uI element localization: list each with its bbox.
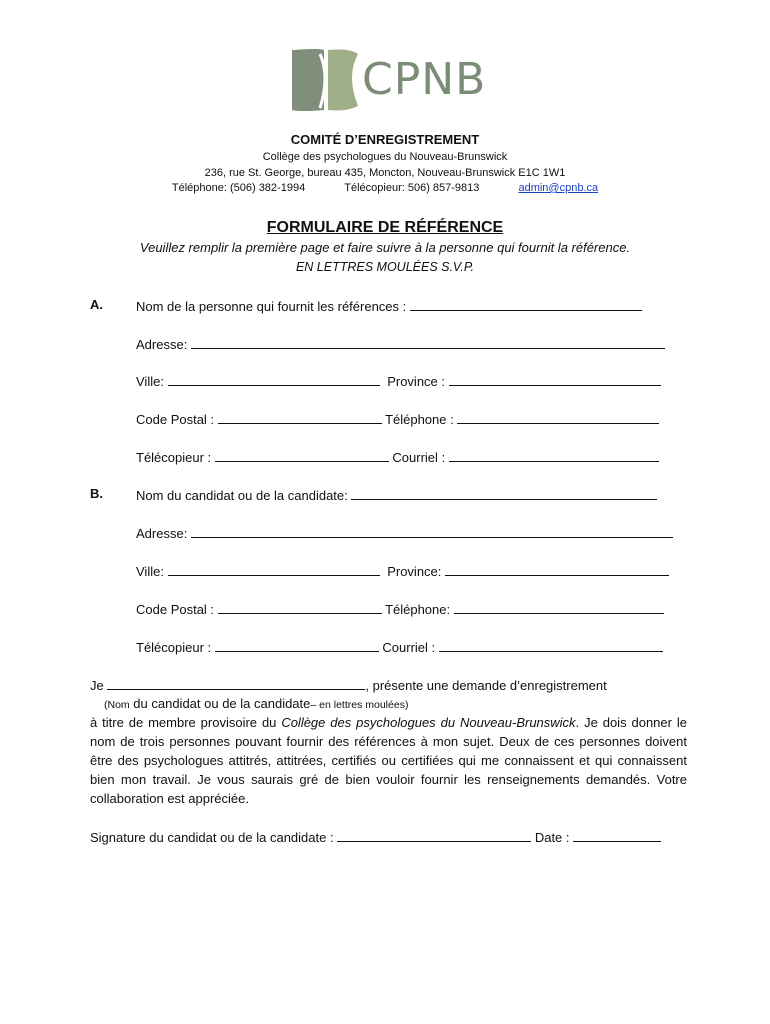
a-address-label: Adresse: <box>136 337 188 352</box>
b-city-field[interactable] <box>168 562 380 576</box>
a-email-label: Courriel : <box>392 450 446 465</box>
email-link[interactable]: admin@cpnb.ca <box>518 182 599 194</box>
b-name-field[interactable] <box>351 486 657 500</box>
presents-text: , présente une demande d’enregistrement <box>365 678 607 693</box>
form-title: FORMULAIRE DE RÉFÉRENCE <box>266 219 504 236</box>
b-name-row <box>136 486 657 503</box>
b-fax-label: Télécopieur : <box>136 640 212 655</box>
a-phone-label: Téléphone : <box>385 412 454 427</box>
a-postal-label: Code Postal : <box>136 412 215 427</box>
declaration-paragraph <box>90 713 687 808</box>
b-fax-field[interactable] <box>215 638 379 652</box>
paragraph-start: à titre de membre provisoire du <box>90 715 282 730</box>
a-province-label: Province : <box>387 374 446 389</box>
section-a-label: A. <box>90 297 103 312</box>
a-fax-field[interactable] <box>215 448 389 462</box>
b-province-field[interactable] <box>445 562 669 576</box>
name-hint-middle: du candidat ou de la candidate <box>133 696 311 711</box>
b-city-label: Ville: <box>136 564 164 579</box>
a-name-field[interactable] <box>410 297 642 311</box>
declaration-row <box>90 676 607 693</box>
b-fax-row <box>136 638 663 655</box>
contact-line <box>0 182 770 194</box>
b-postal-label: Code Postal : <box>136 602 215 617</box>
a-fax-label: Télécopieur : <box>136 450 212 465</box>
a-postal-field[interactable] <box>218 410 382 424</box>
a-name-row <box>136 297 642 314</box>
a-city-field[interactable] <box>168 372 380 386</box>
signature-field[interactable] <box>337 828 531 842</box>
name-hint <box>104 696 408 711</box>
b-phone-label: Téléphone: <box>385 602 451 617</box>
college-address: 236, rue St. George, bureau 435, Moncton, Nouveau-Brunswick E1C 1W1 <box>204 167 566 179</box>
a-city-label: Ville: <box>136 374 164 389</box>
b-postal-row <box>136 600 664 617</box>
phone-text: Téléphone: (506) 382-1994 <box>171 182 306 194</box>
fax-text: Télécopieur: 506) 857-9813 <box>344 182 480 194</box>
college-name: Collège des psychologues du Nouveau-Brunswick <box>262 151 508 163</box>
cpnb-leaf-icon <box>290 46 360 116</box>
date-label: Date : <box>534 830 570 845</box>
a-city-row <box>136 372 661 389</box>
a-postal-row <box>136 410 659 427</box>
a-name-label: Nom de la personne qui fournit les références : <box>136 299 407 314</box>
b-province-label: Province: <box>387 564 442 579</box>
a-fax-row <box>136 448 659 465</box>
form-instruction-print: EN LETTRES MOULÉES S.V.P. <box>295 260 475 274</box>
paragraph-rest: . Je dois donner le nom de trois personnes pouvant fournir des références à mon sujet. Deux de ces personnes doivent être des psychologues attitrés, attitrées, certifiés ou certifiées qui me connaissent et qui connaissent bien mon travail. Je vous saurais gré de bien vouloir fournir les renseignements demandés. Votre collaboration est appréciée. <box>90 715 687 806</box>
candidate-name-field[interactable] <box>107 676 365 690</box>
signature-label: Signature du candidat ou de la candidate : <box>90 830 334 845</box>
date-field[interactable] <box>573 828 661 842</box>
je-label: Je <box>90 678 104 693</box>
b-address-row <box>136 524 673 541</box>
a-province-field[interactable] <box>449 372 661 386</box>
name-hint-start: (Nom <box>104 699 130 711</box>
a-address-field[interactable] <box>191 335 665 349</box>
form-instruction: Veuillez remplir la première page et faire suivre à la personne qui fournit la référence. <box>139 240 631 255</box>
b-address-label: Adresse: <box>136 526 188 541</box>
signature-row <box>90 828 661 845</box>
a-address-row <box>136 335 665 352</box>
b-email-label: Courriel : <box>382 640 436 655</box>
b-postal-field[interactable] <box>218 600 382 614</box>
a-email-field[interactable] <box>449 448 659 462</box>
college-name-italic: Collège des psychologues du Nouveau-Brunswick <box>281 715 576 730</box>
b-phone-field[interactable] <box>454 600 664 614</box>
name-hint-end: – en lettres moulées) <box>310 699 409 711</box>
b-name-label: Nom du candidat ou de la candidate: <box>136 488 348 503</box>
logo-wordmark: CPNB <box>362 54 487 105</box>
b-address-field[interactable] <box>191 524 673 538</box>
cpnb-logo <box>290 46 485 116</box>
committee-title: COMITÉ D’ENREGISTREMENT <box>290 132 480 147</box>
b-email-field[interactable] <box>439 638 663 652</box>
b-city-row <box>136 562 669 579</box>
a-phone-field[interactable] <box>457 410 659 424</box>
section-b-label: B. <box>90 486 103 501</box>
